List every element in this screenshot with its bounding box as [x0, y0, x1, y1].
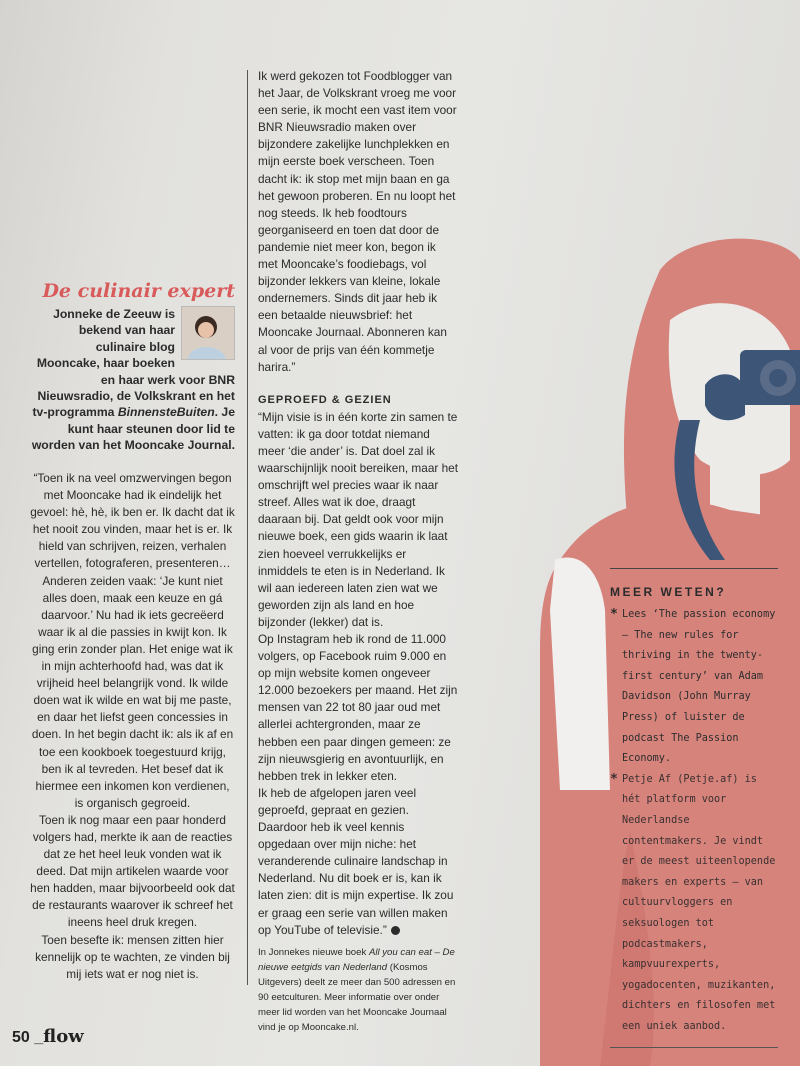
column-divider [247, 70, 248, 985]
intro-show-title: BinnensteBuiten [117, 405, 215, 420]
sidebar-item-1-text: Lees ‘The passion economy – The new rules for thriving in the twenty-first century’ van Adam Davidson (John Murray Press) of luister de podcast The Passion Economy. [622, 609, 776, 765]
middle-column [258, 68, 458, 1035]
book-caption [258, 945, 458, 1035]
middle-paragraph-1: Ik werd gekozen tot Foodblogger van het Jaar, de Volkskrant vroeg me voor een serie, ik mocht een vast item voor BNR Nieuwsradio maken over bijzondere zakelijke lunchplekken en mijn eerste boek verscheen. Toen dacht ik: ik stop met mijn baan en ga het gewoon proberen. En nu loopt het nog steeds. Ik heb foodtours georganiseerd en toen dat door de pandemie niet meer kon, begon ik met Mooncake’s foodiebags, vol bijzonder lekkers van kleine, lokale ondernemers. Sinds dit jaar heb ik een betaalde nieuwsbrief: het Mooncake Journaal. Abonneren kan al voor de prijs van één kommetje harira.” [258, 69, 457, 374]
middle-paragraph-4 [258, 785, 458, 939]
sidebar-item-1 [610, 605, 780, 770]
left-paragraph-3: Toen besefte ik: mensen zitten hier kennelijk op te wachten, ze vinden bij mij iets wat er nog niet is. [35, 932, 230, 981]
intro-block [30, 280, 235, 454]
left-body [30, 470, 235, 983]
section-title: De culinair expert [42, 280, 235, 302]
end-mark-icon [391, 926, 400, 935]
middle-paragraph-4-text: Ik heb de afgelopen jaren veel geproefd, gepraat en gezien. Daardoor heb ik veel kennis opgedaan over mijn niche: het veranderende culinaire landschap in Nederland. Nu dit boek er is, kan ik laten zien: dit is mijn expertise. Ik zou er graag een serie van willen maken op YouTube of televisie.” [258, 785, 454, 937]
middle-paragraph-2: “Mijn visie is in één korte zin samen te vatten: ik ga door totdat niemand meer ‘die ander’ is. Dat doel zal ik waarschijnlijk nooit bereiken, maar het omschrijft wel precies waar ik naar streef. Alles wat ik doe, draagt daaraan bij. Dat geldt ook voor mijn nieuwe boek, een gids waarin ik laat zien hoeveel verrukkelijks er inmiddels te eten is in Nederland. Ik wil aan iedereen laten zien wat we geworden zijn als land en hoe bijzonder (lekker) dat is. [258, 409, 458, 629]
sidebar-bottom-rule [610, 1047, 778, 1048]
sidebar-title: MEER WETEN? [610, 585, 727, 599]
left-paragraph-1: “Toen ik na veel omzwervingen begon met Mooncake had ik eindelijk het gevoel: hè, hè, ik ben er. Ik dacht dat ik het nooit zou vinden, maar het is er. Ik hield van schrijven, reizen, verhalen vertellen, fotograferen, presenteren… Anderen zeiden vaak: ‘Je kunt niet alles doen, maak een keuze en gá daarvoor.’ Nu had ik iets gecreëerd waar ik al die passies in kwijt kon. Ik ging erin zonder plan. Het enige wat ik in mijn achterhoofd had, was dat ik vrijheid heel belangrijk vond. Ik wilde doen wat ik wilde en wat bij me paste, en daar het liefst geen concessies in doen. In het begin dacht ik: als ik af en toe een kookboek toegestuurd krijg, ben ik al tevreden. Het besef dat ik hiermee een inkomen kon verdienen, is organisch gegroeid. [30, 471, 235, 810]
intro-pre: Jonneke de Zeeuw is bekend van haar culinaire blog Mooncake, haar boeken en haar werk voor BNR Nieuwsradio, de Volkskrant en het tv-programma [32, 307, 235, 420]
page-footer [12, 1026, 84, 1047]
sidebar-item-2-text: Petje Af (Petje.af) is hét platform voor Nederlandse contentmakers. Je vindt er de meest uiteenlopende makers en experts – van cultuurvloggers en seksuologen tot podcastmakers, kampvuurexperts, yogadocenten, muzikanten, dichters en filosofen met een uniek aanbod. [622, 773, 776, 1032]
asterisk-icon: * [610, 771, 618, 787]
middle-paragraph-3: Op Instagram heb ik rond de 11.000 volgers, op Facebook ruim 9.000 en op mijn website komen ongeveer 12.000 bezoekers per maand. Het zijn mensen van 22 tot 80 jaar oud met allerlei achtergronden, maar ze hebben een paar dingen gemeen: ze zijn nieuwsgierig en avontuurlijk, en hebben trek in lekker eten. [258, 632, 458, 783]
caption-pre: In Jonnekes nieuwe boek [258, 946, 369, 958]
intro-post: . Je kunt haar steunen door lid te worden van het Mooncake Journal. [31, 405, 235, 453]
asterisk-icon: * [610, 607, 618, 622]
intro-text [30, 306, 235, 454]
sidebar-top-rule [610, 568, 778, 569]
left-paragraph-2: Toen ik nog maar een paar honderd volgers had, merkte ik aan de reacties dat ze het heel leuk vonden wat ik deed. Dat mijn artikelen waarde voor hen hadden, maar bijvoorbeeld ook dat de restaurants waarover ik schreef het ineens heel druk kregen. [30, 812, 235, 930]
subhead-geproefd: GEPROEFD & GEZIEN [258, 393, 392, 406]
sidebar-item-2 [610, 770, 780, 1038]
caption-post: (Kosmos Uitgevers) deelt ze meer dan 500 adressen en 90 eetculturen. Meer informatie over onder meer lid worden van het Mooncake Journaal vind je op Mooncake.nl. [258, 961, 456, 1033]
caption-book-title: All you can eat – De nieuwe eetgids van Nederland [258, 946, 455, 973]
footer-underscore: _ [34, 1029, 44, 1046]
brand-logo: flow [43, 1026, 84, 1047]
avatar [181, 306, 235, 360]
meer-weten-box [610, 568, 780, 1048]
page-number: 50 [12, 1029, 30, 1046]
